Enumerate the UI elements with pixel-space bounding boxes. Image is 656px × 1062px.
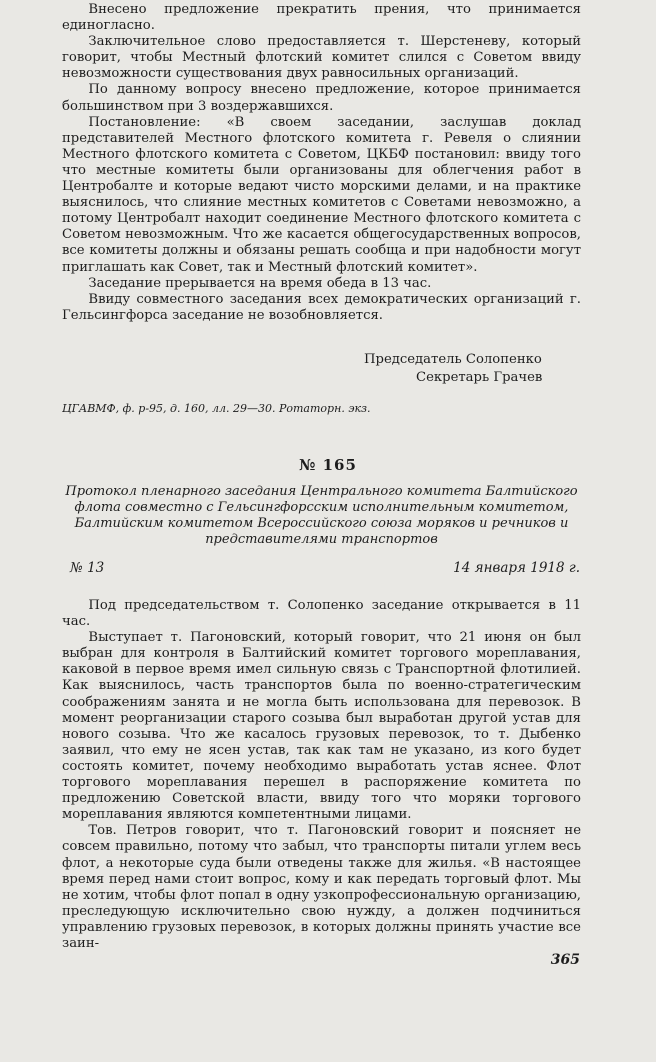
document-title: Протокол пленарного заседания Центрального комитета Балтийского флота совместно с Гельсингфорсским исполнительным комитетом, Балтийским комитетом Всероссийского союза моряков и речников и представителями транспортов [65, 484, 578, 547]
archive-reference: ЦГАВМФ, ф. р-95, д. 160, лл. 29—30. Ротаторн. экз. [62, 402, 371, 415]
top-section [62, 2, 581, 324]
protocol-body [62, 598, 581, 952]
document-number: № 165 [299, 456, 357, 474]
paragraph: По данному вопросу внесено предложение, которое принимается большинством при 3 воздержавшихся. [62, 82, 581, 114]
paragraph: Внесено предложение прекратить прения, что принимается единогласно. [62, 2, 581, 34]
paragraph: Тов. Петров говорит, что т. Пагоновский говорит и поясняет не совсем правильно, потому что забыл, что транспорты питали углем весь флот, а некоторые суда были отведены также для жилья. «В настоящее время перед нами стоит вопрос, кому и как передать торговый флот. Мы не хотим, чтобы флот попал в одну узкопрофессиональную организацию, преследующую исключительно свою нужду, а должен подчиниться управлению грузовых перевозок, в которых должны принять участие все заин- [62, 823, 581, 951]
protocol-number: № 13 [70, 560, 105, 576]
page-number: 365 [550, 952, 580, 968]
paragraph: Ввиду совместного заседания всех демократических организаций г. Гельсингфорса заседание не возобновляется. [62, 291, 581, 323]
chairman-signature: Председатель Солопенко [364, 352, 542, 367]
protocol-date: 14 января 1918 г. [453, 560, 580, 576]
paragraph: Заседание прерывается на время обеда в 13 час. [88, 275, 432, 291]
secretary-signature: Секретарь Грачев [416, 370, 543, 385]
paragraph: Выступает т. Пагоновский, который говорит, что 21 июня он был выбран для контроля в Балтийский комитет торгового мореплавания, каковой в первое время имел сильную связь с Транспортной флотилией. Как выяснилось, часть транспортов была по военно-стратегическим соображениям занята и не могла быть использована для перевозок. В момент реорганизации старого созыва был выработан другой устав для нового созыва. Что же касалось грузовых перевозок, то т. Дыбенко заявил, что ему не ясен устав, так как там не указано, из кого будет состоять комитет, почему необходимо выработать устав яснее. Флот торгового мореплавания перешел в распоряжение комитета по предложению Советской власти, ввиду того что моряки торгового мореплавания являются компетентными лицами. [62, 630, 581, 823]
paragraph: Под председательством т. Солопенко заседание открывается в 11 час. [62, 598, 581, 630]
paragraph: Постановление: «В своем заседании, заслушав доклад представителей Местного флотского комитета г. Ревеля о слиянии Местного флотского комитета с Советом, ЦКБФ постановил: ввиду того что местные комитеты были организованы для облегчения работ в Центробалте и которые ведают чисто морскими делами, и на практике выяснилось, что слияние местных комитетов с Советами невозможно, а потому Центробалт находит соединение Местного флотского комитета с Советом невозможным. Что же касается общегосударственных вопросов, все комитеты должны и обязаны решать сообща и при надобности могут приглашать как Совет, так и Местный флотский комитет». [62, 114, 581, 275]
paragraph: Заключительное слово предоставляется т. Шерстеневу, который говорит, чтобы Местный флотский комитет слился с Советом ввиду невозможности существования двух равносильных организаций. [62, 34, 581, 82]
